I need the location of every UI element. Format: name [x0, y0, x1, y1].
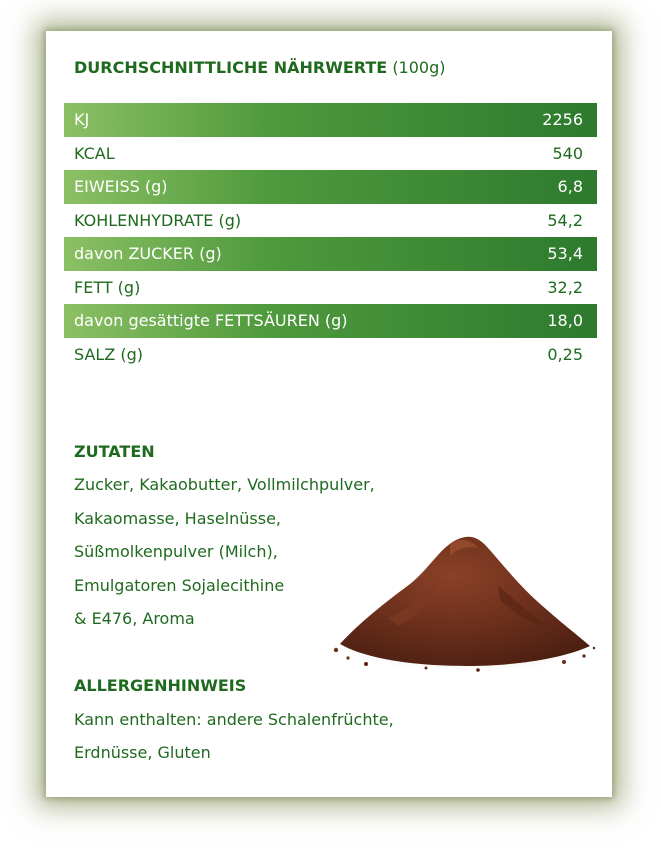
table-row [64, 338, 597, 372]
nutrition-table [64, 103, 597, 371]
row-value: 18,0 [547, 311, 583, 331]
table-row [64, 237, 597, 271]
table-row [64, 137, 597, 171]
row-label: KCAL [74, 143, 115, 163]
nutrition-card [46, 31, 612, 797]
row-label: EIWEISS (g) [74, 177, 168, 197]
row-label: davon ZUCKER (g) [74, 244, 222, 264]
cocoa-powder-icon [328, 526, 598, 676]
row-value: 53,4 [547, 244, 583, 264]
allergens-title: ALLERGENHINWEIS [74, 676, 247, 695]
row-label: FETT (g) [74, 277, 141, 297]
allergens-line: Kann enthalten: andere Schalenfrüchte, [74, 710, 394, 729]
table-row [64, 170, 597, 204]
nutrition-heading [74, 58, 446, 77]
row-value: 6,8 [557, 177, 583, 197]
table-row [64, 204, 597, 238]
row-label: SALZ (g) [74, 344, 143, 364]
row-value: 2256 [542, 110, 583, 130]
row-label: KJ [74, 110, 90, 130]
row-label: davon gesättigte FETTSÄUREN (g) [74, 311, 348, 331]
nutrition-unit: (100g) [392, 58, 446, 77]
row-value: 540 [552, 143, 583, 163]
table-row [64, 271, 597, 305]
ingredients-line: Zucker, Kakaobutter, Vollmilchpulver, [74, 475, 375, 494]
allergens-line: Erdnüsse, Gluten [74, 743, 211, 762]
row-value: 54,2 [547, 210, 583, 230]
ingredients-line: & E476, Aroma [74, 609, 195, 628]
row-value: 32,2 [547, 277, 583, 297]
row-label: KOHLENHYDRATE (g) [74, 210, 242, 230]
nutrition-title: DURCHSCHNITTLICHE NÄHRWERTE [74, 58, 388, 77]
row-value: 0,25 [547, 344, 583, 364]
ingredients-line: Süßmolkenpulver (Milch), [74, 542, 278, 561]
table-row [64, 103, 597, 137]
ingredients-line: Emulgatoren Sojalecithine [74, 576, 285, 595]
ingredients-line: Kakaomasse, Haselnüsse, [74, 509, 282, 528]
table-row [64, 304, 597, 338]
ingredients-title: ZUTATEN [74, 442, 155, 461]
